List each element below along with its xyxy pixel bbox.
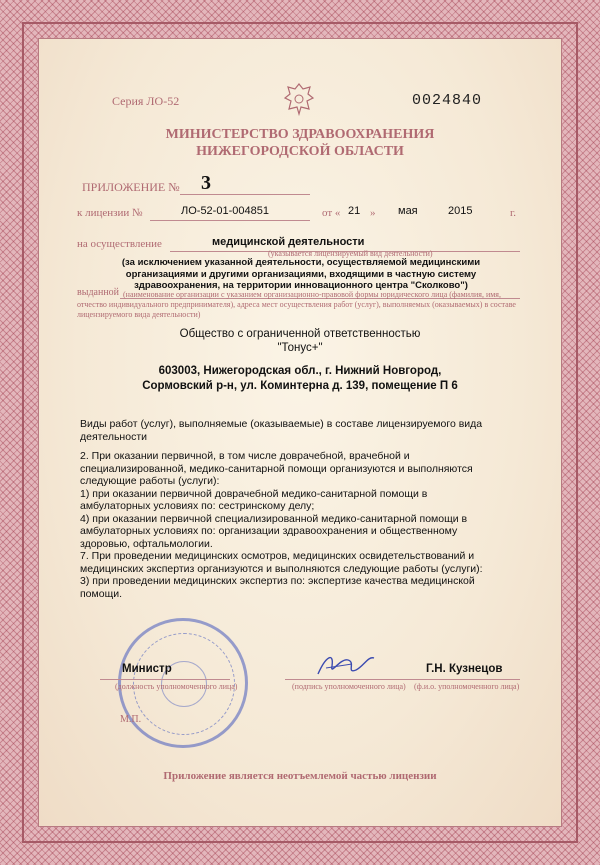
works-line: 2. При оказании первичной, в том числе доврачебной, врачебной и <box>80 450 410 462</box>
works-line: 3) при проведении медицинских экспертиз по: экспертизе качества медицинской <box>80 575 475 587</box>
license-month: мая <box>398 205 418 217</box>
activity-note: (за исключением указанной деятельности, осуществляемой медицинскими организациями и другими организациями, входящими в частную систему здравоохранения, на территории инновационного центра "Сколково") <box>121 257 481 291</box>
coat-of-arms-icon <box>280 80 318 118</box>
position-line <box>100 679 230 680</box>
signature-line <box>285 679 415 680</box>
works-line: специализированной, медико-санитарной помощи организуются и выполняются <box>80 462 473 475</box>
works-list <box>80 450 520 600</box>
appendix-label: ПРИЛОЖЕНИЕ № <box>82 180 180 194</box>
ministry-title <box>100 126 500 160</box>
license-year-suffix: г. <box>510 207 517 219</box>
license-line <box>150 220 310 221</box>
works-heading: Виды работ (услуг), выполняемые (оказываемые) в составе лицензируемого вида деятельности <box>80 418 483 443</box>
name-line <box>410 679 520 680</box>
name-hint: (ф.и.о. уполномоченного лица) <box>414 682 520 691</box>
works-line: амбулаторных условиях по: сестринскому делу; <box>80 500 315 512</box>
activity-hint: (указывается лицензируемый вид деятельности) <box>268 249 433 258</box>
signatory-name: Г.Н. Кузнецов <box>426 663 503 675</box>
issued-hint: (наименование организации с указанием организационно-правовой формы юридического лица (фамилия, имя, отчество индивидуального предпринимателя), адреса мест осуществления работ (услуг), выполняемых (оказываемых) в составе лицензируемого вида деятельности) <box>77 290 516 319</box>
license-day: 21 <box>348 205 361 217</box>
license-from-label: от « <box>322 207 341 219</box>
works-line: 1) при оказании первичной доврачебной медико-санитарной помощи в <box>80 487 428 500</box>
document-number: 0024840 <box>412 92 483 109</box>
license-label: к лицензии № <box>77 207 143 219</box>
works-line: амбулаторных условиях по: организации здравоохранения и общественному <box>80 525 458 537</box>
position-hint: (должность уполномоченного лица) <box>115 682 238 691</box>
organization-name-line-2: "Тонус+" <box>277 342 323 354</box>
organization-name-line-1: Общество с ограниченной ответственностью <box>179 328 421 340</box>
appendix-number: 3 <box>201 172 211 194</box>
series-label: Серия ЛО-52 <box>112 94 180 108</box>
organization-address-line-2: Сормовский р-н, ул. Коминтерна д. 139, помещение П 6 <box>142 380 458 392</box>
license-year: 2015 <box>448 205 473 217</box>
seal-place-label: М.П. <box>120 714 142 725</box>
handwritten-signature <box>312 648 382 682</box>
signature-hint: (подпись уполномоченного лица) <box>292 682 406 691</box>
works-line: 7. При проведении медицинских осмотров, медицинских освидетельствований и <box>80 550 475 562</box>
organization-address-line-1: 603003, Нижегородская обл., г. Нижний Новгород, <box>158 365 442 377</box>
ministry-line-1: МИНИСТЕРСТВО ЗДРАВООХРАНЕНИЯ <box>165 127 435 142</box>
activity-label: на осуществление <box>77 238 162 250</box>
issued-label: выданной <box>77 287 120 298</box>
signatory-position: Министр <box>122 663 172 675</box>
works-line: 4) при оказании первичной специализированной медико-санитарной помощи в <box>80 512 468 525</box>
license-day-close: » <box>370 207 376 219</box>
activity-value: медицинской деятельности <box>212 236 365 248</box>
ministry-line-2: НИЖЕГОРОДСКОЙ ОБЛАСТИ <box>196 144 404 159</box>
works-line: здоровью, офтальмологии. <box>80 537 213 550</box>
organization-address <box>80 364 520 394</box>
works-line: следующие работы (услуги): <box>80 475 220 487</box>
works-line: помощи. <box>80 587 123 600</box>
appendix-line <box>180 194 310 195</box>
organization-name <box>80 327 520 355</box>
works-line: медицинских экспертиз организуются и выполняются следующие работы (услуги): <box>80 562 483 575</box>
license-number: ЛО-52-01-004851 <box>181 205 269 217</box>
appendix-footer-note: Приложение является неотъемлемой частью лицензии <box>163 770 437 782</box>
